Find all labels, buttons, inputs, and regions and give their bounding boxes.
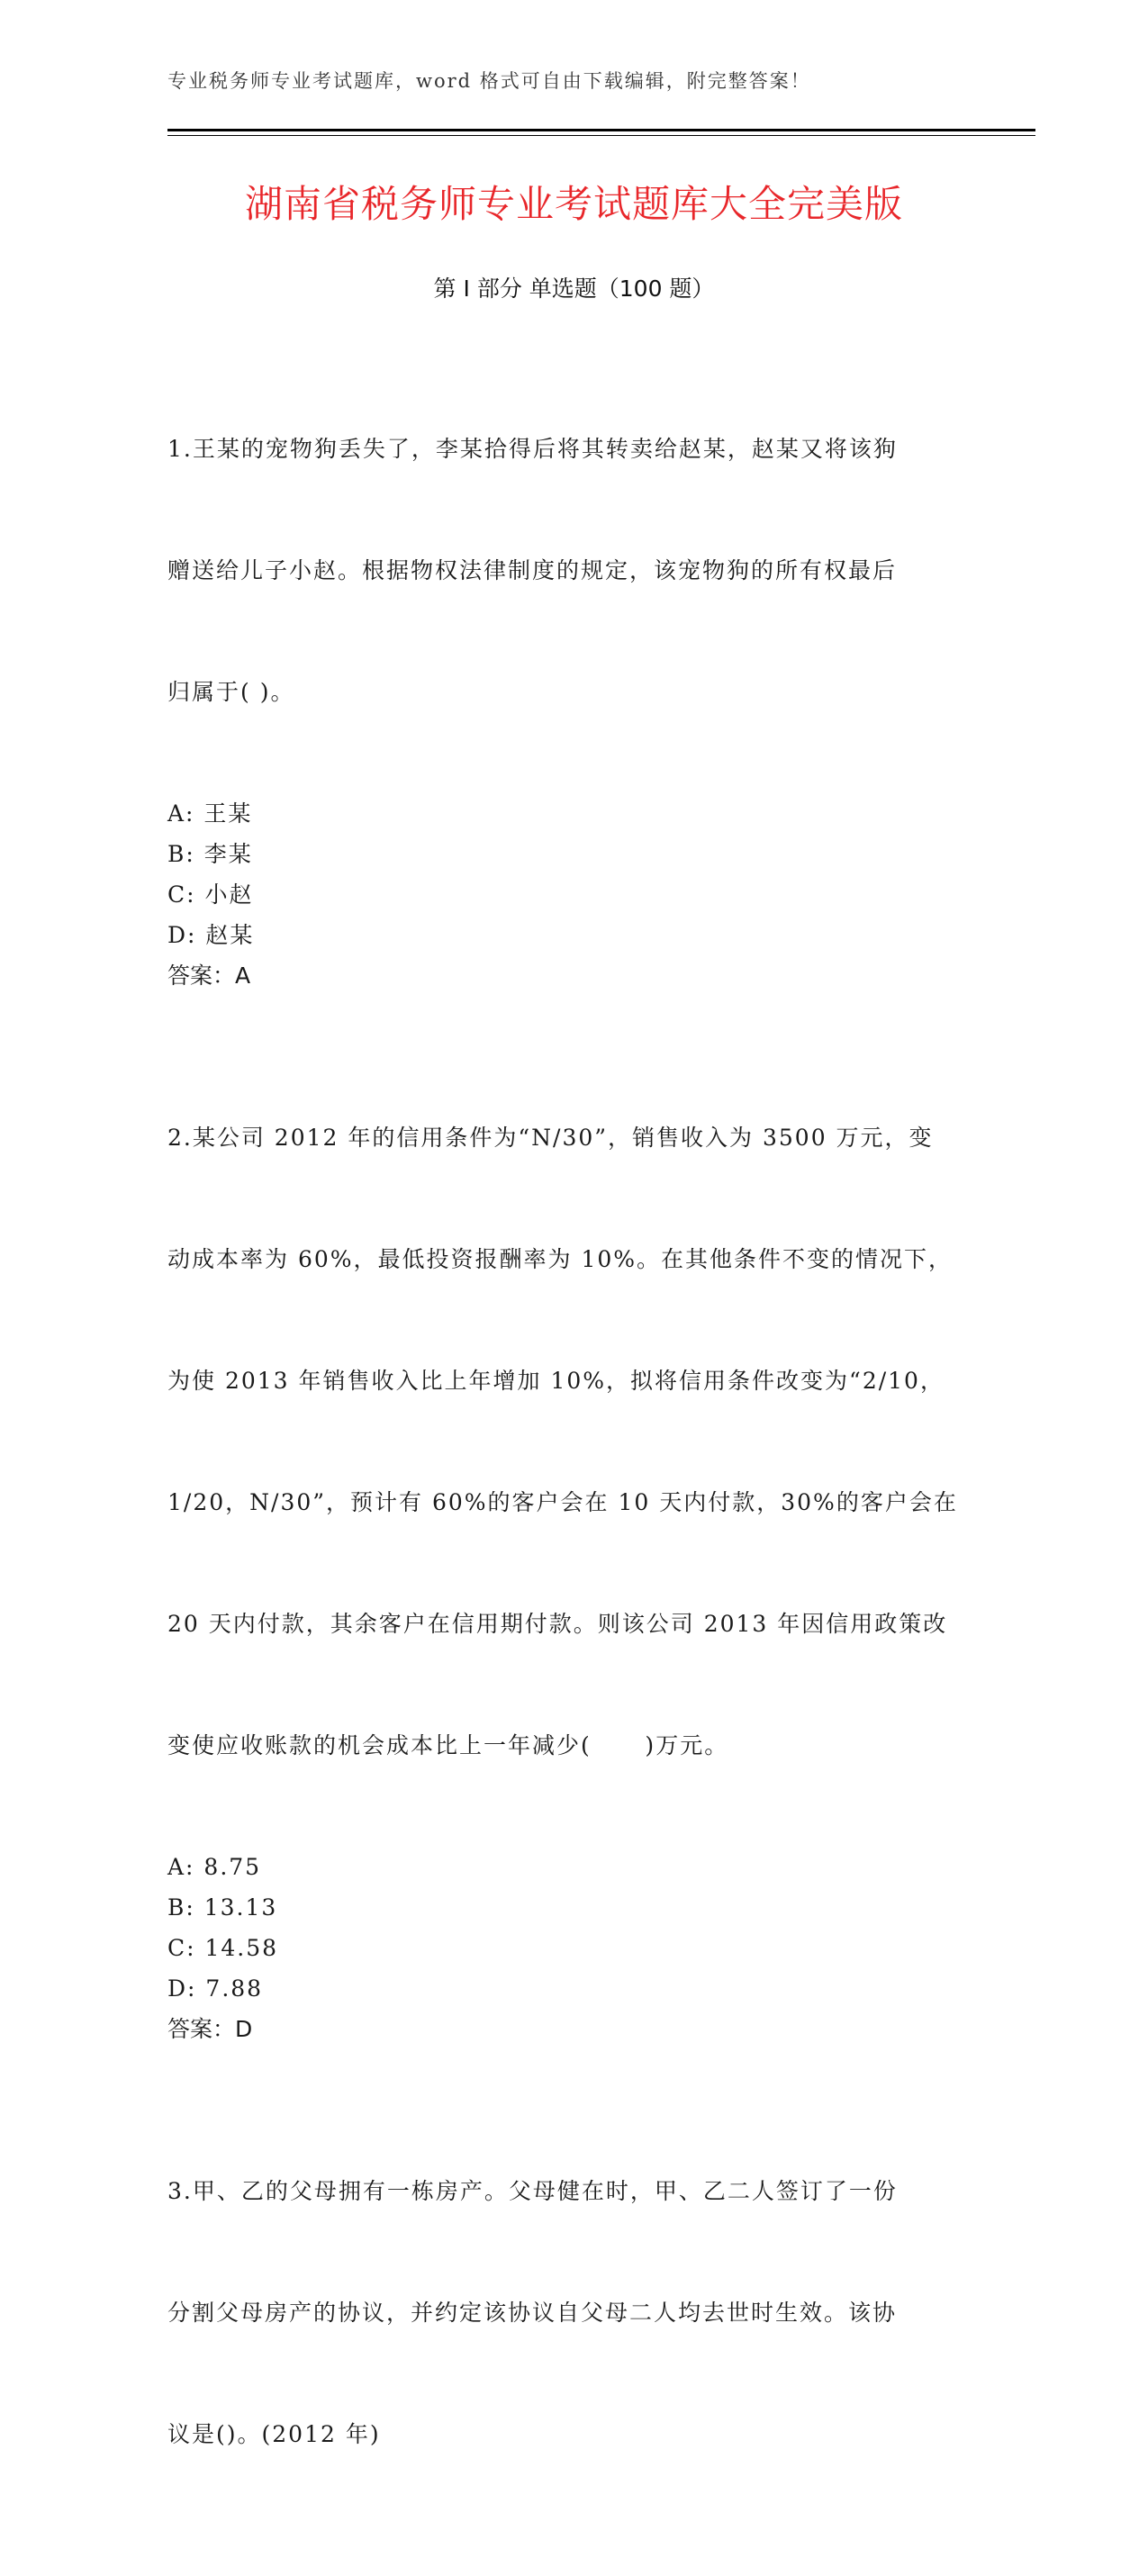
answer: 答案：A	[167, 963, 251, 989]
question-line: 2.某公司 2012 年的信用条件为“N/30”，销售收入为 3500 万元，变	[167, 1125, 934, 1151]
option-a: A: 8.75	[167, 1854, 262, 1880]
option-a: A: 王某	[167, 800, 253, 827]
question-line: 20 天内付款，其余客户在信用期付款。则该公司 2013 年因信用政策改	[167, 1611, 948, 1637]
option-b: B: 13.13	[167, 1894, 278, 1921]
question-text	[167, 1036, 978, 1847]
question-line: 议是()。(2012 年)	[167, 2421, 381, 2447]
question-line: 1/20，N/30”，预计有 60%的客户会在 10 天内付款，30%的客户会在	[167, 1489, 958, 1515]
header-rule-thick	[167, 129, 1035, 131]
option-b: B: 李某	[167, 841, 253, 867]
question-line: 赠送给儿子小赵。根据物权法律制度的规定，该宠物狗的所有权最后	[167, 557, 898, 583]
option-c: C: 小赵	[167, 881, 254, 908]
header-note: 专业税务师专业考试题库，word 格式可自由下载编辑，附完整答案！	[167, 70, 811, 92]
answer: 答案：D	[167, 2016, 253, 2042]
option-c: C: 14.58	[167, 1935, 279, 1961]
option-d: D: 7.88	[167, 1975, 264, 2002]
section-title: 第 I 部分 单选题（100 题）	[433, 276, 715, 302]
question-line: 为使 2013 年销售收入比上年增加 10%，拟将信用条件改变为“2/10，	[167, 1368, 945, 1394]
question-line: 3.甲、乙的父母拥有一栋房产。父母健在时，甲、乙二人签订了一份	[167, 2178, 898, 2204]
question-line: 归属于( )。	[167, 679, 295, 705]
question-text	[167, 2090, 978, 2535]
question-line: 动成本率为 60%，最低投资报酬率为 10%。在其他条件不变的情况下，	[167, 1246, 954, 1272]
question-line: 分割父母房产的协议，并约定该协议自父母二人均去世时生效。该协	[167, 2300, 898, 2326]
question-text	[167, 348, 978, 793]
question-2	[167, 1036, 978, 2049]
question-list	[167, 348, 978, 2576]
question-1	[167, 348, 978, 996]
question-3	[167, 2090, 978, 2535]
question-line: 变使应收账款的机会成本比上一年减少( )万元。	[167, 1732, 729, 1758]
question-line: 1.王某的宠物狗丢失了，李某拾得后将其转卖给赵某，赵某又将该狗	[167, 436, 898, 462]
document-title: 湖南省税务师专业考试题库大全完美版	[244, 182, 903, 226]
option-d: D: 赵某	[167, 922, 255, 948]
header-rule-thin	[167, 135, 1035, 136]
